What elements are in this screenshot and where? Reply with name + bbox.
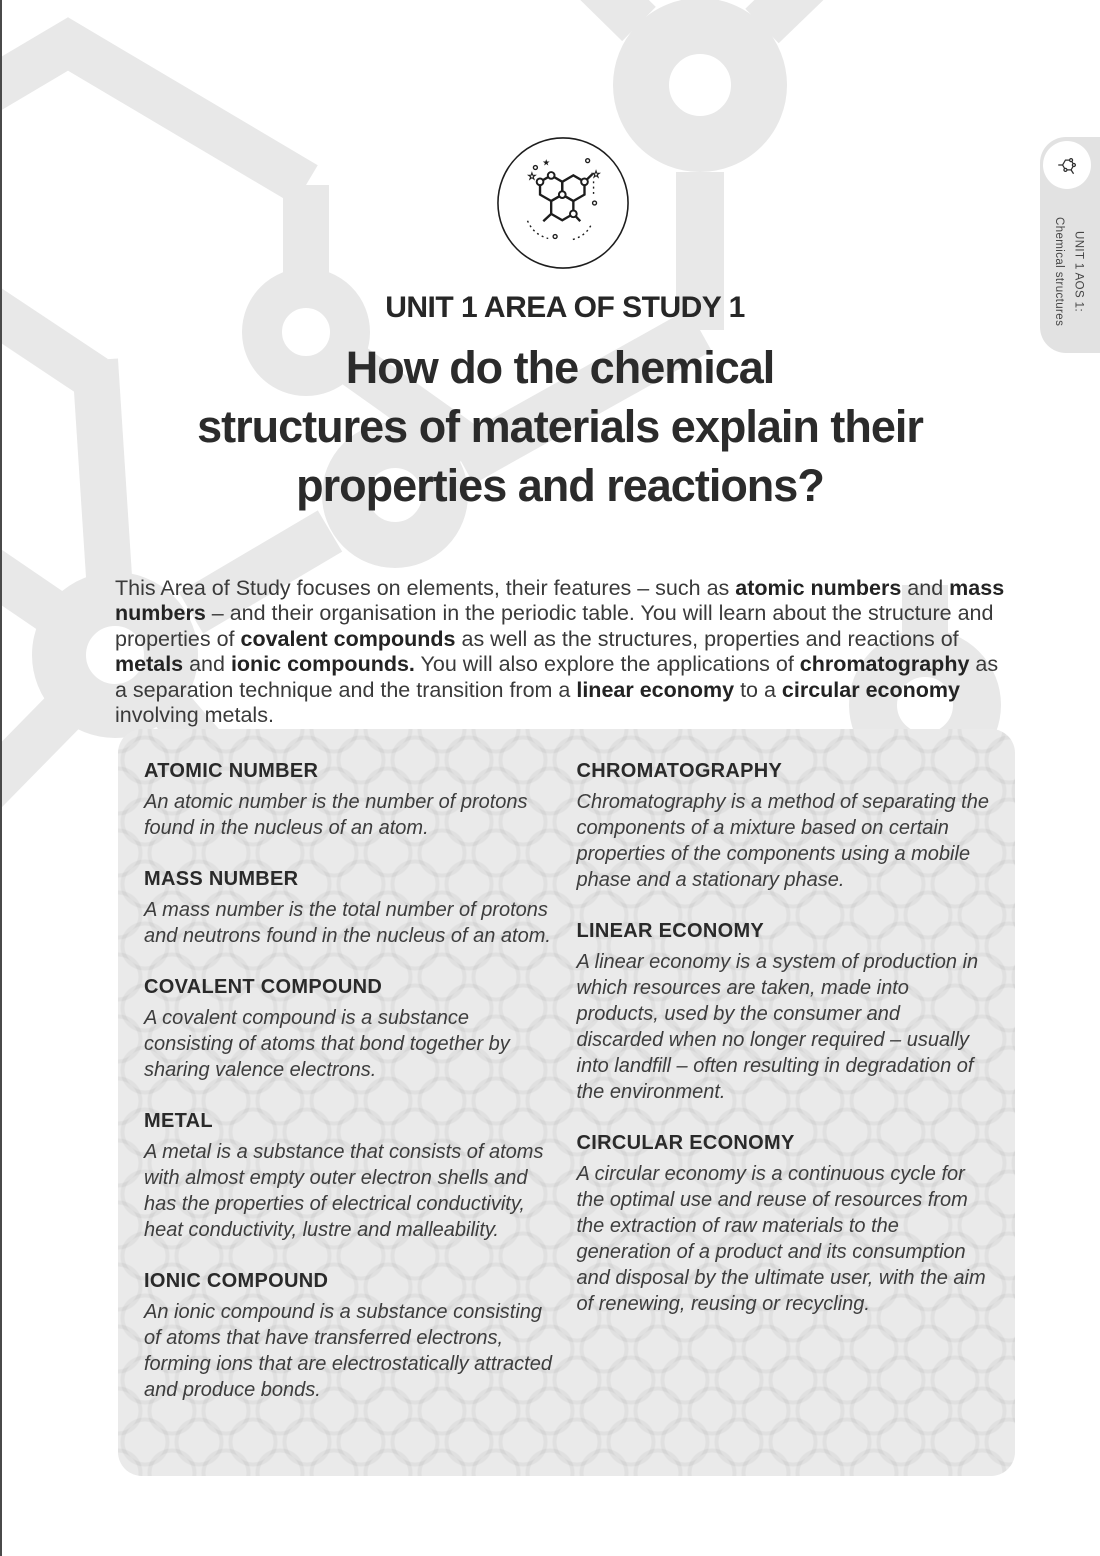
molecule-logo-icon: [494, 134, 632, 272]
intro-key-term: metals: [115, 652, 184, 677]
tab-label-line-2: Chemical structures: [1053, 217, 1065, 327]
definition-text: A covalent compound is a substance consisting of atoms that bond together by sharing valence electrons.: [144, 1007, 510, 1081]
intro-key-term: covalent compounds: [240, 626, 456, 651]
page-spine-edge: [0, 0, 2, 1556]
definition-text: An atomic number is the number of protons found in the nucleus of an atom.: [144, 791, 528, 839]
page-title-line-2: structures of materials explain their: [197, 401, 923, 452]
page-title: [60, 338, 1060, 515]
page-title-line-3: properties and reactions?: [296, 460, 824, 511]
molecule-tab-icon: [1052, 150, 1082, 180]
intro-key-term: ionic compounds.: [230, 652, 415, 677]
definition-text: A linear economy is a system of production in which resources are taken, made into products, used by the consumer and discarded when no longer required – usually into landfill – often resulting in degradation of the environment.: [576, 951, 979, 1103]
intro-key-term: atomic numbers: [735, 575, 902, 600]
intro-text: You will also explore the applications of: [414, 652, 800, 677]
tab-label-line-1: UNIT 1 AOS 1:: [1072, 231, 1085, 313]
intro-text: involving metals.: [115, 703, 274, 728]
svg-text:★: ★: [542, 158, 551, 169]
tab-circle-badge: [1043, 141, 1091, 189]
chapter-side-tab[interactable]: [1040, 137, 1100, 353]
definition-term: ATOMIC NUMBER: [144, 760, 319, 782]
definitions-right-column: [577, 733, 990, 1456]
svg-text:☆: ☆: [527, 171, 537, 183]
area-of-study-kicker: UNIT 1 AREA OF STUDY 1: [385, 291, 745, 324]
definition-term: MASS NUMBER: [144, 868, 299, 890]
definition-text: An ionic compound is a substance consisting of atoms that have transferred electrons, forming ions that are electrostatically attracted and produce bonds.: [144, 1301, 552, 1401]
definition-text: Chromatography is a method of separating the components of a mixture based on certain properties of the components using a mobile phase and a stationary phase.: [576, 791, 989, 891]
definition-text: A metal is a substance that consists of atoms with almost empty outer electron shells and has the properties of electrical conductivity, heat conductivity, lustre and malleability.: [144, 1141, 544, 1241]
definitions-left-column: [144, 733, 557, 1456]
intro-text: to a: [734, 677, 782, 702]
intro-text: as a separation technique and the transition from a: [115, 652, 999, 702]
intro-text: – and their organisation in the periodic table. You will learn about the structure and properties of: [115, 601, 994, 651]
definition-text: A circular economy is a continuous cycle for the optimal use and reuse of resources from the extraction of raw materials to the generation of a product and its consumption and disposal by the ultimate user, with the aim of renewing, reusing or recycling.: [576, 1163, 986, 1315]
definition-term: CIRCULAR ECONOMY: [576, 1132, 795, 1154]
definitions-box: [118, 729, 1015, 1476]
definition-term: IONIC COMPOUND: [144, 1270, 329, 1292]
intro-key-term: linear economy: [576, 677, 735, 702]
definition-text: A mass number is the total number of protons and neutrons found in the nucleus of an atom.: [144, 899, 551, 947]
page-title-line-1: How do the chemical: [345, 342, 775, 393]
svg-text:☆: ☆: [591, 169, 601, 181]
intro-key-term: chromatography: [799, 652, 970, 677]
intro-paragraph: [115, 576, 1005, 730]
definition-term: METAL: [144, 1110, 213, 1132]
definition-term: COVALENT COMPOUND: [144, 976, 383, 998]
intro-text: as well as the structures, properties and reactions of: [455, 626, 959, 651]
intro-key-term: circular economy: [781, 677, 960, 702]
definition-term: LINEAR ECONOMY: [576, 920, 765, 942]
intro-key-term: mass numbers: [115, 575, 1005, 626]
intro-text: This Area of Study focuses on elements, their features – such as: [115, 575, 736, 600]
intro-text: and: [183, 652, 231, 677]
intro-text: and: [901, 575, 950, 600]
tab-label: [1040, 199, 1096, 345]
definition-term: CHROMATOGRAPHY: [576, 760, 783, 782]
